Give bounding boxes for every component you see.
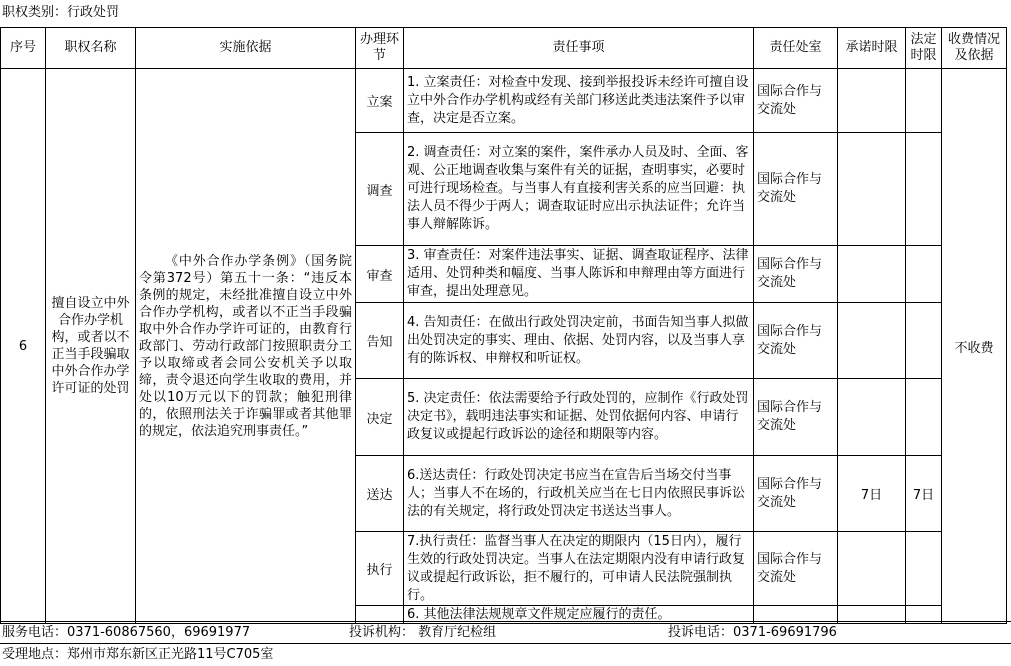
legal-cell <box>906 379 942 456</box>
promise-cell <box>838 379 906 456</box>
table-header-row <box>1 28 1007 69</box>
fee-cell: 不收费 <box>942 69 1007 624</box>
dept-cell: 国际合作与交流处 <box>754 133 838 246</box>
category-label: 职权类别：行政处罚 <box>2 5 120 20</box>
duty-cell: 5. 决定责任：依法需要给予行政处罚的，应制作《行政处罚决定书》，载明违法事实和证据、处罚依据何内容、申请行政复议或提起行政诉讼的途径和期限等内容。 <box>404 379 754 456</box>
duty-table <box>0 27 1007 624</box>
header-basis: 实施依据 <box>136 28 356 69</box>
duty-cell: 6.送达责任：行政处罚决定书应当在宣告后当场交付当事人；当事人不在场的，行政机关应当在七日内依照民事诉讼法的有关规定，将行政处罚决定书送达当事人。 <box>404 456 754 532</box>
stage-cell: 送达 <box>356 456 404 532</box>
stage-cell: 决定 <box>356 379 404 456</box>
promise-cell <box>838 133 906 246</box>
stage-cell: 执行 <box>356 532 404 606</box>
power-name-cell: 擅自设立中外合作办学机构，或者以不正当手段骗取中外合作办学许可证的处罚 <box>46 69 136 624</box>
dept-cell: 国际合作与交流处 <box>754 379 838 456</box>
stage-cell: 调查 <box>356 133 404 246</box>
legal-cell <box>906 303 942 379</box>
footer-address-line <box>0 645 1011 665</box>
seq-cell: 6 <box>1 69 46 624</box>
header-legal: 法定时限 <box>906 28 942 69</box>
header-stage: 办理环节 <box>356 28 404 69</box>
duty-cell: 1. 立案责任：对检查中发现、接到举报投诉未经许可擅自设立中外合作办学机构或经有关部门移送此类违法案件予以审查，决定是否立案。 <box>404 69 754 133</box>
dept-cell: 国际合作与交流处 <box>754 69 838 133</box>
service-phone: 服务电话：0371-60867560，69691977 <box>2 625 251 640</box>
duty-cell: 7.执行责任：监督当事人在决定的期限内（15日内），履行生效的行政处罚决定。当事人在法定期限内没有申请行政复议或提起行政诉讼，拒不履行的，可申请人民法院强制执行。 <box>404 532 754 606</box>
header-name: 职权名称 <box>46 28 136 69</box>
footer-contact-line <box>0 623 1011 643</box>
duty-cell: 6. 其他法律法规规章文件规定应履行的责任。 <box>404 606 754 624</box>
legal-cell <box>906 246 942 303</box>
dept-cell: 国际合作与交流处 <box>754 456 838 532</box>
header-fee: 收费情况及依据 <box>942 28 1007 69</box>
complaint-phone: 投诉电话：0371-69691796 <box>668 625 837 640</box>
promise-cell <box>838 303 906 379</box>
stage-cell: 立案 <box>356 69 404 133</box>
footer-divider <box>0 621 1011 622</box>
header-dept: 责任处室 <box>754 28 838 69</box>
duty-cell: 3. 审查责任：对案件违法事实、证据、调查取证程序、法律适用、处罚种类和幅度、当事人陈诉和申辩理由等方面进行审查，提出处理意见。 <box>404 246 754 303</box>
header-duty: 责任事项 <box>404 28 754 69</box>
stage-cell: 告知 <box>356 303 404 379</box>
service-address: 受理地点：郑州市郑东新区正光路11号C705室 <box>2 647 274 662</box>
promise-cell <box>838 246 906 303</box>
footer-divider <box>0 643 1011 644</box>
dept-cell: 国际合作与交流处 <box>754 246 838 303</box>
complaint-org: 投诉机构： 教育厅纪检组 <box>349 625 497 640</box>
header-seq: 序号 <box>1 28 46 69</box>
header-promise: 承诺时限 <box>838 28 906 69</box>
legal-cell: 7日 <box>906 456 942 532</box>
table-row <box>1 69 1007 133</box>
promise-cell <box>838 532 906 606</box>
basis-cell: 《中外合作办学条例》（国务院令第372号）第五十一条：“违反本条例的规定，未经批准擅自设立中外合作办学机构，或者以不正当手段骗取中外合作办学许可证的，由教育行政部门、劳动行政部门按照职责分工予以取缔或者会同公安机关予以取缔，责令退还向学生收取的费用，并处以10万元以下的罚款；触犯刑律的，依照刑法关于诈骗罪或者其他罪的规定，依法追究刑事责任。” <box>136 69 356 624</box>
legal-cell <box>906 133 942 246</box>
stage-cell: 审查 <box>356 246 404 303</box>
promise-cell: 7日 <box>838 456 906 532</box>
duty-cell: 2. 调查责任：对立案的案件，案件承办人员及时、全面、客观、公正地调查收集与案件有关的证据，查明事实，必要时可进行现场检查。与当事人有直接利害关系的应当回避：执法人员不得少于两人；调查取证时应出示执法证件；允许当事人辩解陈诉。 <box>404 133 754 246</box>
promise-cell <box>838 69 906 133</box>
dept-cell: 国际合作与交流处 <box>754 303 838 379</box>
dept-cell: 国际合作与交流处 <box>754 532 838 606</box>
duty-cell: 4. 告知责任：在做出行政处罚决定前，书面告知当事人拟做出处罚决定的事实、理由、依据、处罚内容，以及当事人享有的陈诉权、申辩权和听证权。 <box>404 303 754 379</box>
legal-cell <box>906 69 942 133</box>
legal-cell <box>906 532 942 606</box>
